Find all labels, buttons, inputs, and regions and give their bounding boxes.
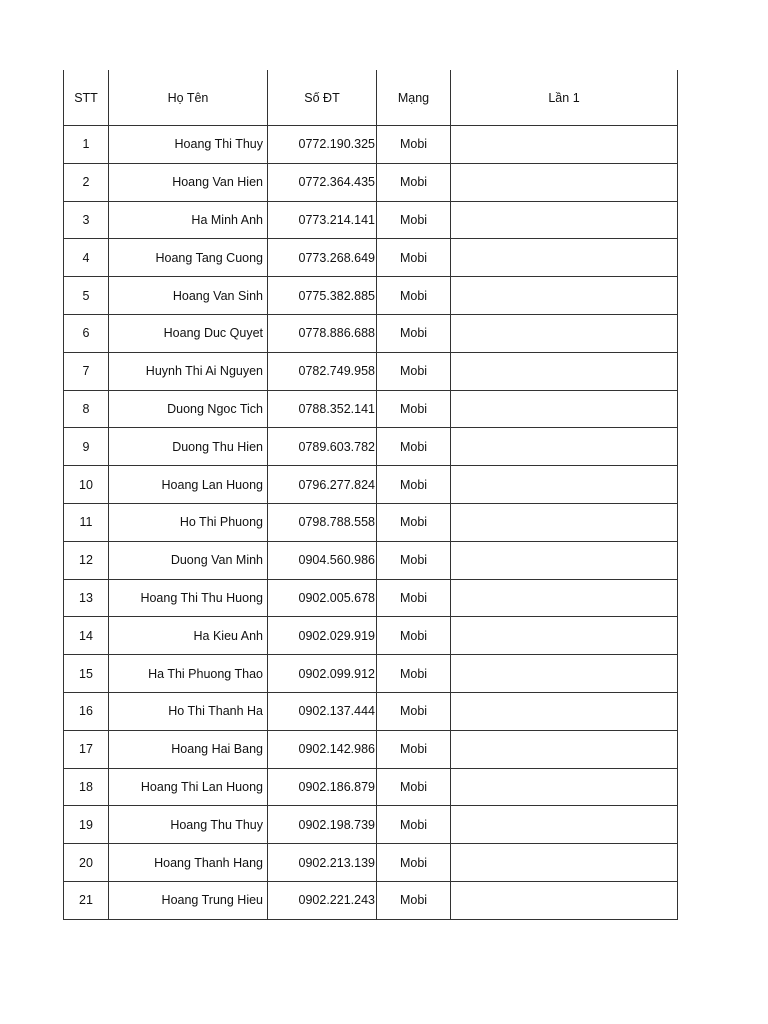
cell-stt: 3 (64, 201, 109, 239)
cell-phone: 0902.198.739 (268, 806, 377, 844)
cell-phone: 0789.603.782 (268, 428, 377, 466)
cell-name: Huynh Thi Ai Nguyen (109, 352, 268, 390)
table-row (64, 352, 678, 390)
cell-phone: 0772.364.435 (268, 163, 377, 201)
cell-attempt-1 (451, 881, 678, 919)
header-phone: Số ĐT (268, 70, 377, 126)
cell-phone: 0798.788.558 (268, 503, 377, 541)
cell-phone: 0772.190.325 (268, 126, 377, 164)
table-row (64, 466, 678, 504)
cell-phone: 0902.221.243 (268, 881, 377, 919)
cell-phone: 0902.142.986 (268, 730, 377, 768)
table-row (64, 730, 678, 768)
cell-name: Duong Van Minh (109, 541, 268, 579)
cell-attempt-1 (451, 466, 678, 504)
cell-stt: 19 (64, 806, 109, 844)
contact-table-sheet (63, 70, 677, 920)
cell-phone: 0773.214.141 (268, 201, 377, 239)
cell-attempt-1 (451, 541, 678, 579)
cell-stt: 11 (64, 503, 109, 541)
cell-name: Hoang Thanh Hang (109, 844, 268, 882)
cell-attempt-1 (451, 428, 678, 466)
cell-name: Hoang Thu Thuy (109, 806, 268, 844)
cell-network: Mobi (377, 314, 451, 352)
cell-stt: 21 (64, 881, 109, 919)
cell-network: Mobi (377, 730, 451, 768)
table-row (64, 163, 678, 201)
cell-network: Mobi (377, 428, 451, 466)
cell-name: Ha Thi Phuong Thao (109, 655, 268, 693)
cell-stt: 7 (64, 352, 109, 390)
cell-stt: 10 (64, 466, 109, 504)
cell-network: Mobi (377, 692, 451, 730)
cell-stt: 6 (64, 314, 109, 352)
table-row (64, 503, 678, 541)
cell-stt: 20 (64, 844, 109, 882)
table-row (64, 881, 678, 919)
cell-attempt-1 (451, 844, 678, 882)
cell-attempt-1 (451, 126, 678, 164)
cell-phone: 0782.749.958 (268, 352, 377, 390)
cell-stt: 9 (64, 428, 109, 466)
cell-phone: 0773.268.649 (268, 239, 377, 277)
cell-attempt-1 (451, 390, 678, 428)
table-row (64, 806, 678, 844)
cell-network: Mobi (377, 277, 451, 315)
cell-stt: 13 (64, 579, 109, 617)
table-row (64, 768, 678, 806)
table-row (64, 314, 678, 352)
contact-table (63, 70, 678, 920)
cell-attempt-1 (451, 806, 678, 844)
table-row (64, 617, 678, 655)
cell-name: Ha Kieu Anh (109, 617, 268, 655)
cell-attempt-1 (451, 655, 678, 693)
cell-stt: 1 (64, 126, 109, 164)
cell-attempt-1 (451, 730, 678, 768)
cell-network: Mobi (377, 844, 451, 882)
cell-phone: 0796.277.824 (268, 466, 377, 504)
header-network: Mạng (377, 70, 451, 126)
table-row (64, 239, 678, 277)
cell-name: Hoang Tang Cuong (109, 239, 268, 277)
cell-attempt-1 (451, 692, 678, 730)
cell-phone: 0902.099.912 (268, 655, 377, 693)
cell-stt: 5 (64, 277, 109, 315)
table-header (64, 70, 678, 126)
cell-attempt-1 (451, 277, 678, 315)
cell-network: Mobi (377, 390, 451, 428)
cell-network: Mobi (377, 352, 451, 390)
table-row (64, 541, 678, 579)
cell-stt: 14 (64, 617, 109, 655)
cell-stt: 16 (64, 692, 109, 730)
cell-stt: 12 (64, 541, 109, 579)
cell-stt: 8 (64, 390, 109, 428)
cell-network: Mobi (377, 239, 451, 277)
cell-network: Mobi (377, 201, 451, 239)
header-name: Họ Tên (109, 70, 268, 126)
cell-attempt-1 (451, 314, 678, 352)
cell-attempt-1 (451, 579, 678, 617)
cell-network: Mobi (377, 163, 451, 201)
header-stt: STT (64, 70, 109, 126)
cell-name: Ha Minh Anh (109, 201, 268, 239)
cell-network: Mobi (377, 541, 451, 579)
table-row (64, 277, 678, 315)
cell-network: Mobi (377, 126, 451, 164)
cell-name: Hoang Van Hien (109, 163, 268, 201)
cell-phone: 0778.886.688 (268, 314, 377, 352)
cell-network: Mobi (377, 617, 451, 655)
cell-name: Hoang Duc Quyet (109, 314, 268, 352)
cell-network: Mobi (377, 655, 451, 693)
cell-phone: 0788.352.141 (268, 390, 377, 428)
cell-name: Hoang Hai Bang (109, 730, 268, 768)
cell-attempt-1 (451, 768, 678, 806)
table-row (64, 579, 678, 617)
cell-attempt-1 (451, 617, 678, 655)
cell-name: Hoang Thi Lan Huong (109, 768, 268, 806)
cell-name: Hoang Van Sinh (109, 277, 268, 315)
cell-phone: 0775.382.885 (268, 277, 377, 315)
table-row (64, 655, 678, 693)
cell-name: Hoang Thi Thu Huong (109, 579, 268, 617)
table-row (64, 692, 678, 730)
cell-phone: 0902.186.879 (268, 768, 377, 806)
cell-network: Mobi (377, 881, 451, 919)
table-row (64, 201, 678, 239)
cell-attempt-1 (451, 352, 678, 390)
cell-phone: 0902.213.139 (268, 844, 377, 882)
cell-name: Hoang Thi Thuy (109, 126, 268, 164)
cell-network: Mobi (377, 579, 451, 617)
cell-phone: 0902.029.919 (268, 617, 377, 655)
table-row (64, 844, 678, 882)
table-row (64, 428, 678, 466)
cell-phone: 0904.560.986 (268, 541, 377, 579)
cell-phone: 0902.005.678 (268, 579, 377, 617)
cell-attempt-1 (451, 239, 678, 277)
cell-attempt-1 (451, 201, 678, 239)
header-row (64, 70, 678, 126)
table-row (64, 126, 678, 164)
cell-stt: 18 (64, 768, 109, 806)
cell-attempt-1 (451, 163, 678, 201)
cell-name: Duong Thu Hien (109, 428, 268, 466)
cell-name: Ho Thi Phuong (109, 503, 268, 541)
cell-phone: 0902.137.444 (268, 692, 377, 730)
cell-network: Mobi (377, 503, 451, 541)
cell-network: Mobi (377, 768, 451, 806)
cell-name: Ho Thi Thanh Ha (109, 692, 268, 730)
cell-name: Hoang Trung Hieu (109, 881, 268, 919)
cell-stt: 15 (64, 655, 109, 693)
cell-stt: 4 (64, 239, 109, 277)
cell-stt: 17 (64, 730, 109, 768)
cell-stt: 2 (64, 163, 109, 201)
table-body (64, 126, 678, 920)
header-attempt-1: Lần 1 (451, 70, 678, 126)
table-row (64, 390, 678, 428)
cell-name: Hoang Lan Huong (109, 466, 268, 504)
cell-network: Mobi (377, 466, 451, 504)
cell-name: Duong Ngoc Tich (109, 390, 268, 428)
cell-network: Mobi (377, 806, 451, 844)
cell-attempt-1 (451, 503, 678, 541)
